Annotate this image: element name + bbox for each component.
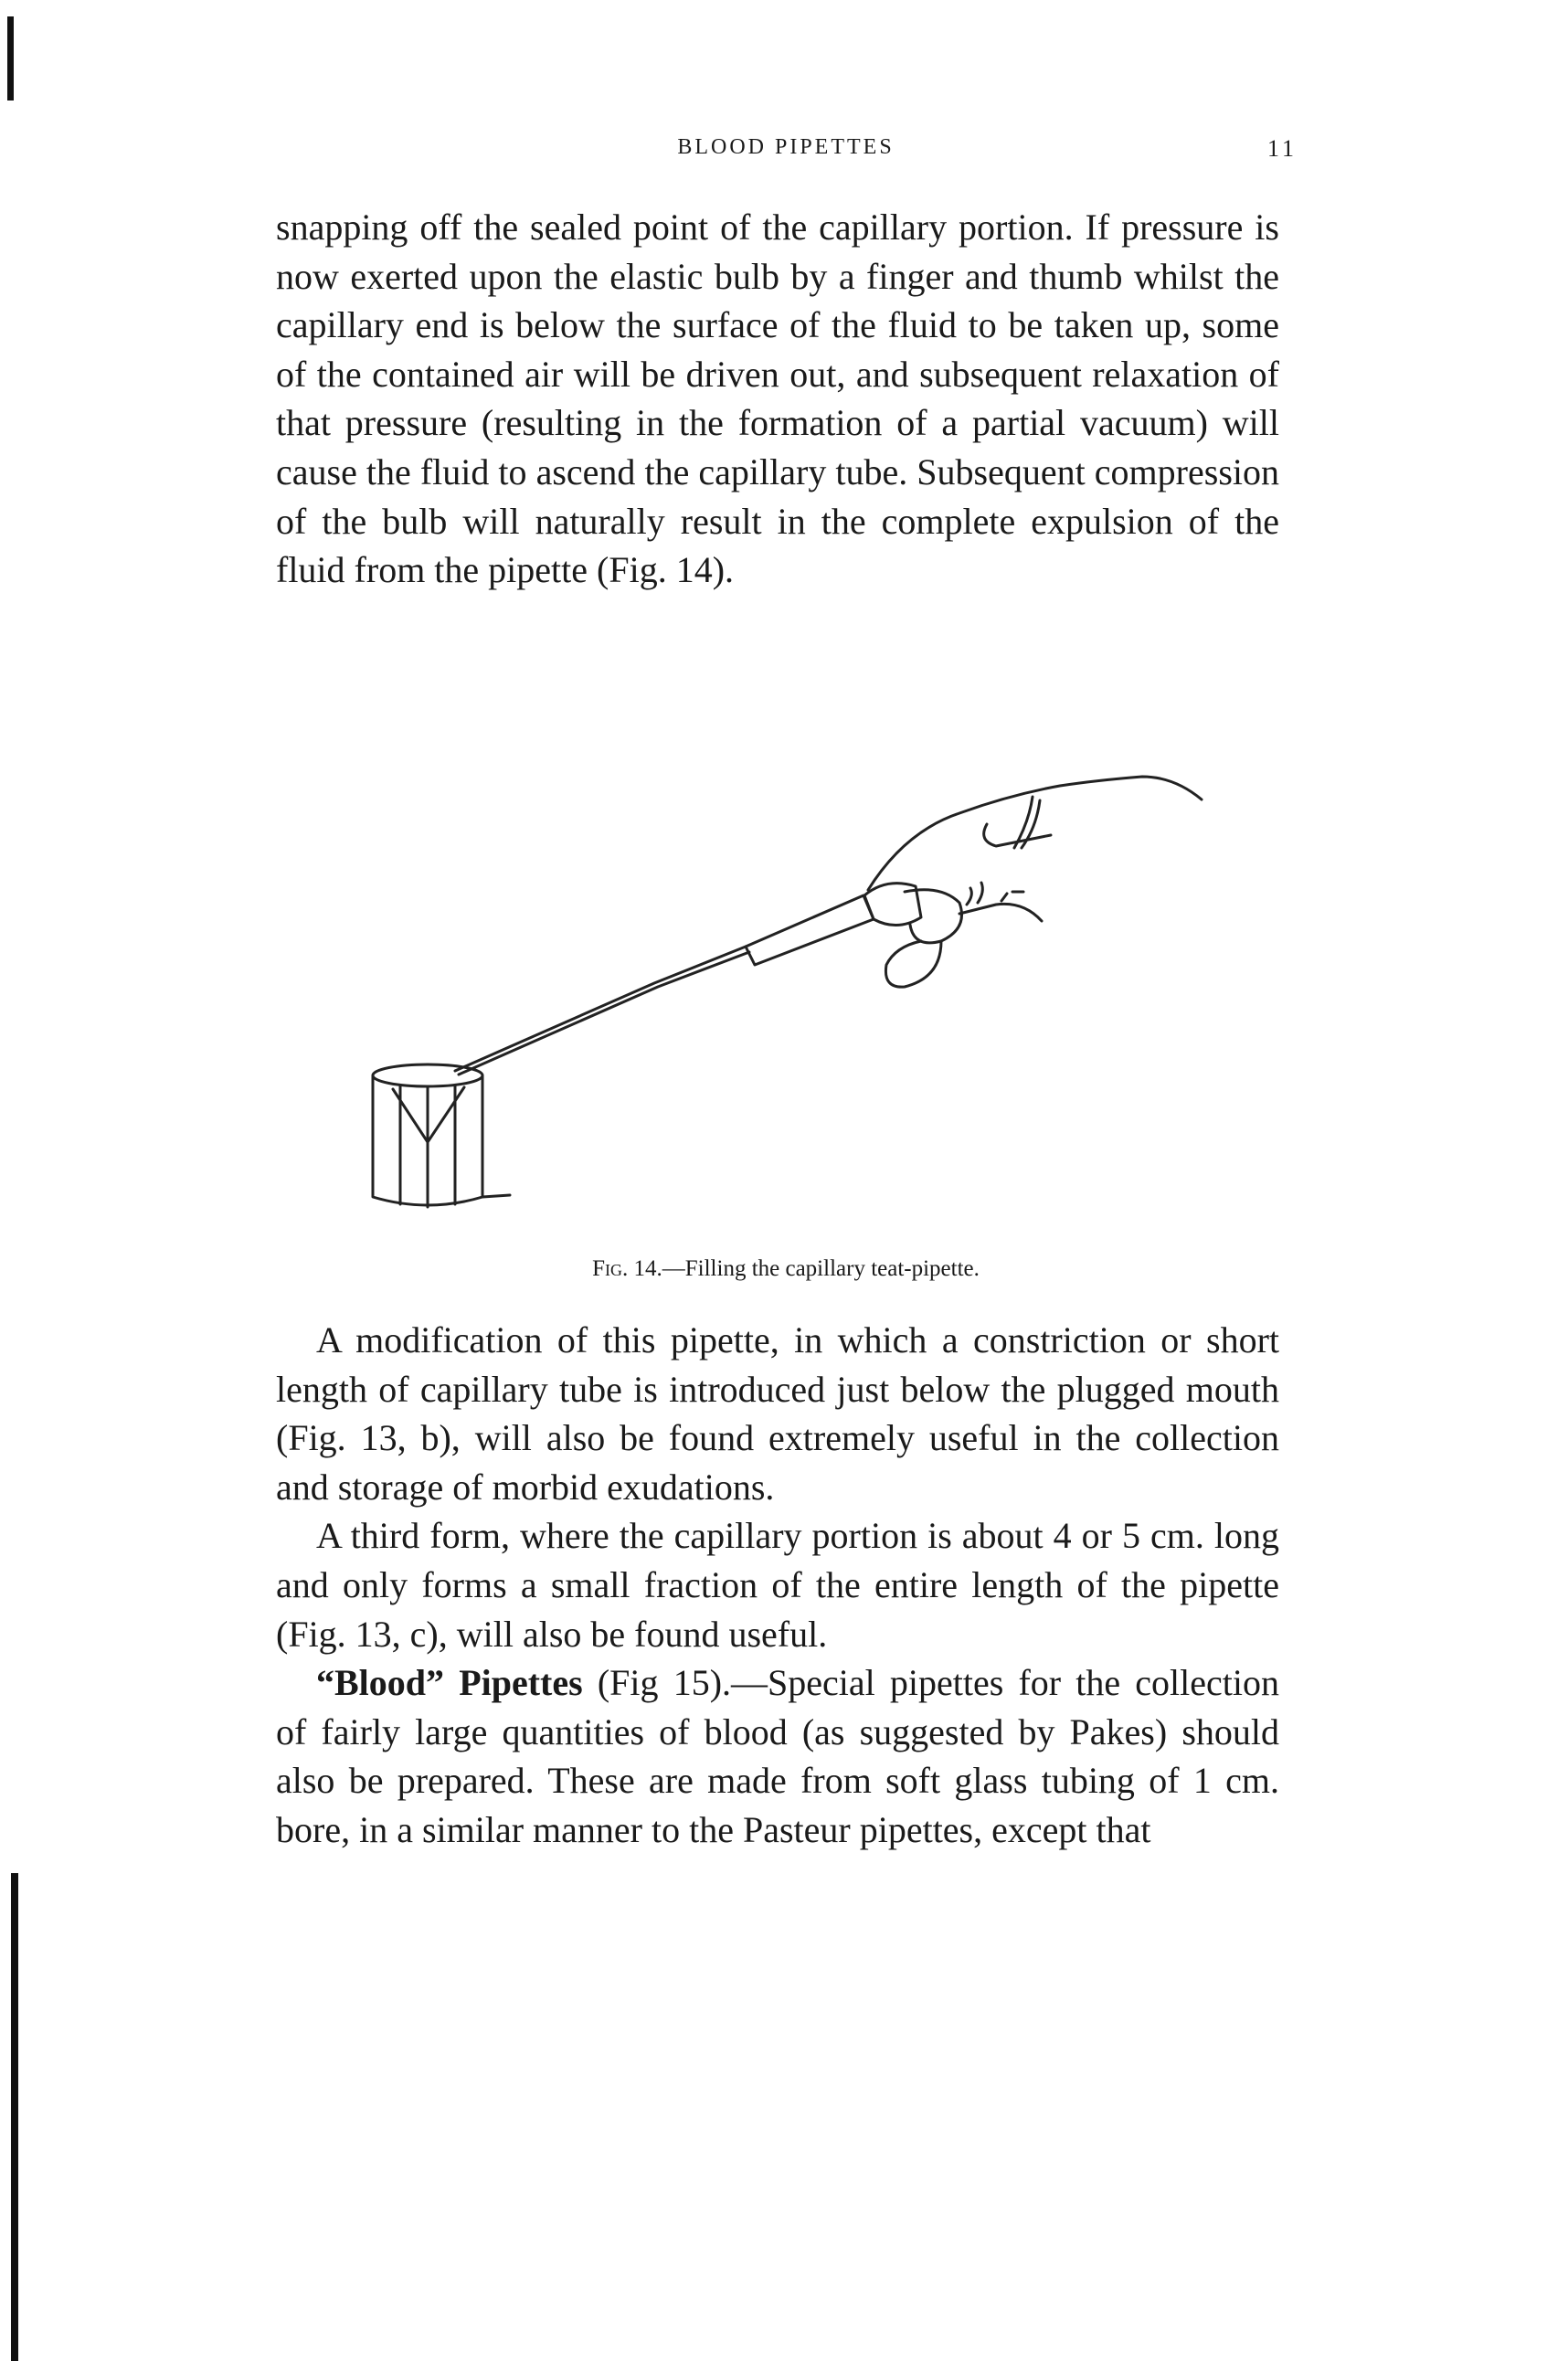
paragraph-2: A modification of this pipette, in which a constriction or short length of capillary tube is introduced just below the plugged mouth (Fig. 13, b), will also be found extremely useful in the collection and storage of morbid exudations. xyxy=(276,1319,1279,1508)
pipette-body xyxy=(746,895,874,965)
running-head: BLOOD PIPETTES xyxy=(677,135,895,159)
hand-outline xyxy=(868,777,1202,890)
paragraph-1-text: snapping off the sealed point of the capillary portion. If pressure is now exerted upon the elastic bulb by a finger and thumb whilst the capillary end is below the surface of the fluid to be taken up, some of the contained air will be driven out, and subsequent relaxation of that pressure (resulting in the formation of a partial vacuum) will cause the fluid to ascend the capillary tube. Subsequent compression of the bulb will naturally result in the complete expulsion of the fluid from the pipette (Fig. 14). xyxy=(276,206,1279,591)
paragraph-4 xyxy=(276,1658,1279,1854)
page-header xyxy=(274,135,1298,172)
scan-edge-mark-bottom xyxy=(11,1873,18,2361)
capillary-tube xyxy=(459,952,749,1075)
body-text-lower xyxy=(276,1316,1279,1855)
paragraph-4-text: (Fig 15).—Special pipettes for the collection of fairly large quantities of blood (as suggested by Pakes) should also be prepared. These are made from soft glass tubing of 1 cm. bore, in a similar manner to the Pasteur pipettes, except that xyxy=(276,1662,1279,1850)
scan-edge-mark-top xyxy=(7,16,14,101)
beaker-rim xyxy=(373,1064,482,1086)
figure-caption xyxy=(274,1256,1298,1282)
figure-label: Fig. 14. xyxy=(592,1256,662,1281)
figure-14-illustration xyxy=(356,713,1215,1243)
figure-caption-text: —Filling the capillary teat-pipette. xyxy=(662,1256,980,1281)
paragraph-3: A third form, where the capillary portion is about 4 or 5 cm. long and only forms a small fraction of the entire length of the pipette (Fig. 13, c), will also be found useful. xyxy=(276,1515,1279,1655)
page-number: 11 xyxy=(1266,135,1298,162)
section-heading-blood-pipettes: “Blood” Pipettes xyxy=(316,1662,583,1704)
paragraph-1 xyxy=(276,203,1279,595)
